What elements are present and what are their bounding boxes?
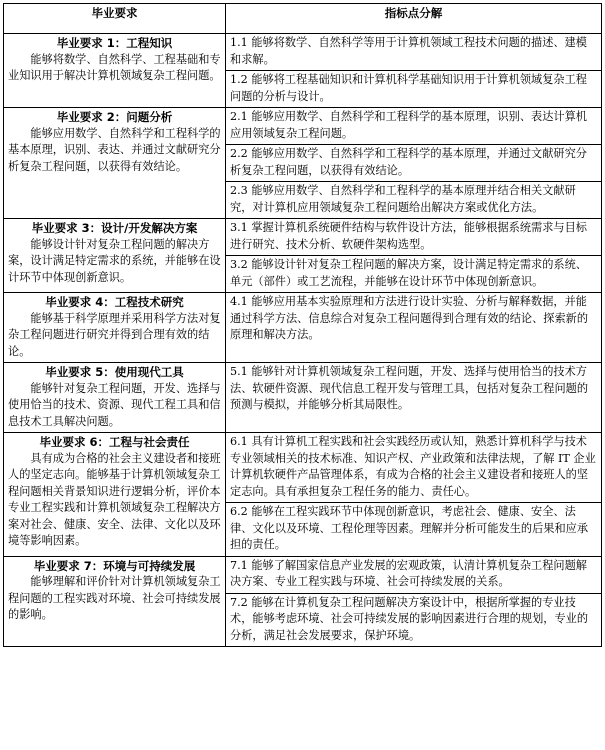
- graduation-requirements-table: [3, 3, 602, 647]
- requirement-title: 毕业要求 5：使用现代工具: [45, 365, 184, 379]
- requirement-description: 能够应用数学、自然科学和工程科学的基本原理，识别、表达、并通过文献研究分析复杂工程问题，以获得有效结论。: [8, 126, 221, 173]
- requirement-title: 毕业要求 7：环境与可持续发展: [33, 558, 196, 573]
- indicator-cell: 2.2 能够应用数学、自然科学和工程科学的基本原理，并通过文献研究分析复杂工程问题，以获得有效结论。: [226, 145, 602, 182]
- requirement-cell: [4, 293, 226, 363]
- table-row: [4, 556, 602, 593]
- requirement-cell: [4, 34, 226, 108]
- indicator-cell: 2.1 能够应用数学、自然科学和工程科学的基本原理，识别、表达计算机应用领域复杂工程问题。: [226, 108, 602, 145]
- requirement-description: 能够基于科学原理并采用科学方法对复杂工程问题进行研究并得到合理有效的结论。: [8, 311, 221, 358]
- indicator-cell: 1.2 能够将工程基础知识和计算机科学基础知识用于计算机领域复杂工程问题的分析与设计。: [226, 71, 602, 108]
- requirement-cell: [4, 219, 226, 293]
- indicator-cell: 5.1 能够针对计算机领域复杂工程问题，开发、选择与使用恰当的技术方法、软硬件资源、现代信息工程开发与管理工具，包括对复杂工程问题的预测与模拟，并能够分析其局限性。: [226, 363, 602, 433]
- requirement-description: 具有成为合格的社会主义建设者和接班人的坚定志向。能够基于计算机领域复杂工程问题相关背景知识进行逻辑分析，评价本专业工程实践和计算机领域复杂工程解决方案对社会、健康、安全、法律、文化以及环境等影响因素。: [8, 451, 221, 547]
- indicator-cell: 6.2 能够在工程实践环节中体现创新意识，考虑社会、健康、安全、法律、文化以及环境、工程伦理等因素。理解并分析可能发生的后果和应承担的责任。: [226, 503, 602, 557]
- indicator-cell: 4.1 能够应用基本实验原理和方法进行设计实验、分析与解释数据，并能通过科学方法、信息综合对复杂工程问题得到合理有效的结论、探索新的原理和解决方法。: [226, 293, 602, 363]
- requirement-cell: [4, 433, 226, 557]
- requirement-description: 能够将数学、自然科学、工程基础和专业知识用于解决计算机领域复杂工程问题。: [8, 52, 221, 82]
- header-indicator: 指标点分解: [226, 4, 602, 34]
- requirement-cell: [4, 363, 226, 433]
- table-row: [4, 433, 602, 503]
- indicator-cell: 7.2 能够在计算机复杂工程问题解决方案设计中，根据所掌握的专业技术，能够考虑环境、社会可持续发展的影响因素进行合理的规划，专业的分析，满足社会发展要求，保护环境。: [226, 593, 602, 647]
- requirement-title: 毕业要求 2：问题分析: [56, 110, 173, 124]
- table-row: [4, 293, 602, 363]
- requirement-description: 能够理解和评价针对计算机领域复杂工程问题的工程实践对环境、社会可持续发展的影响。: [8, 575, 221, 621]
- requirement-title: 毕业要求 3：设计/开发解决方案: [31, 221, 198, 235]
- indicator-cell: 2.3 能够应用数学、自然科学和工程科学的基本原理并结合相关文献研究，对计算机应用领域复杂工程问题给出解决方案或优化方法。: [226, 182, 602, 219]
- requirement-cell: [4, 556, 226, 647]
- indicator-cell: 3.1 掌握计算机系统硬件结构与软件设计方法，能够根据系统需求与目标进行研究、技术分析、软硬件架构选型。: [226, 219, 602, 256]
- table-header-row: [4, 4, 602, 34]
- requirement-title: 毕业要求 6：工程与社会责任: [39, 435, 190, 449]
- requirement-description: 能够针对复杂工程问题，开发、选择与使用恰当的技术、资源、现代工程工具和信息技术工具解决问题。: [8, 381, 221, 428]
- requirement-cell: [4, 108, 226, 219]
- table-row: [4, 219, 602, 256]
- table-row: [4, 34, 602, 71]
- indicator-cell: 3.2 能够设计针对复杂工程问题的解决方案，设计满足特定需求的系统、单元（部件）或工艺流程，并能够在设计环节中体现创新意识。: [226, 256, 602, 293]
- indicator-cell: 6.1 具有计算机工程实践和社会实践经历或认知，熟悉计算机科学与技术专业领域相关的技术标准、知识产权、产业政策和法律法规，了解 IT 企业计算机软硬件产品管理体系，有成为合格的社会主义建设者和接班人的坚定志向。具有承担复杂工程任务的能力、责任心。: [226, 433, 602, 503]
- indicator-cell: 7.1 能够了解国家信息产业发展的宏观政策，认清计算机复杂工程问题解决方案、专业工程实践与环境、社会可持续发展的关系。: [226, 556, 602, 593]
- header-requirement: 毕业要求: [4, 4, 226, 34]
- indicator-cell: 1.1 能够将数学、自然科学等用于计算机领域工程技术问题的描述、建模和求解。: [226, 34, 602, 71]
- table-row: [4, 108, 602, 145]
- requirement-title: 毕业要求 1：工程知识: [56, 36, 173, 50]
- table-row: [4, 363, 602, 433]
- requirement-title: 毕业要求 4：工程技术研究: [45, 295, 184, 309]
- requirement-description: 能够设计针对复杂工程问题的解决方案，设计满足特定需求的系统，并能够在设计环节中体现创新意识。: [8, 237, 221, 284]
